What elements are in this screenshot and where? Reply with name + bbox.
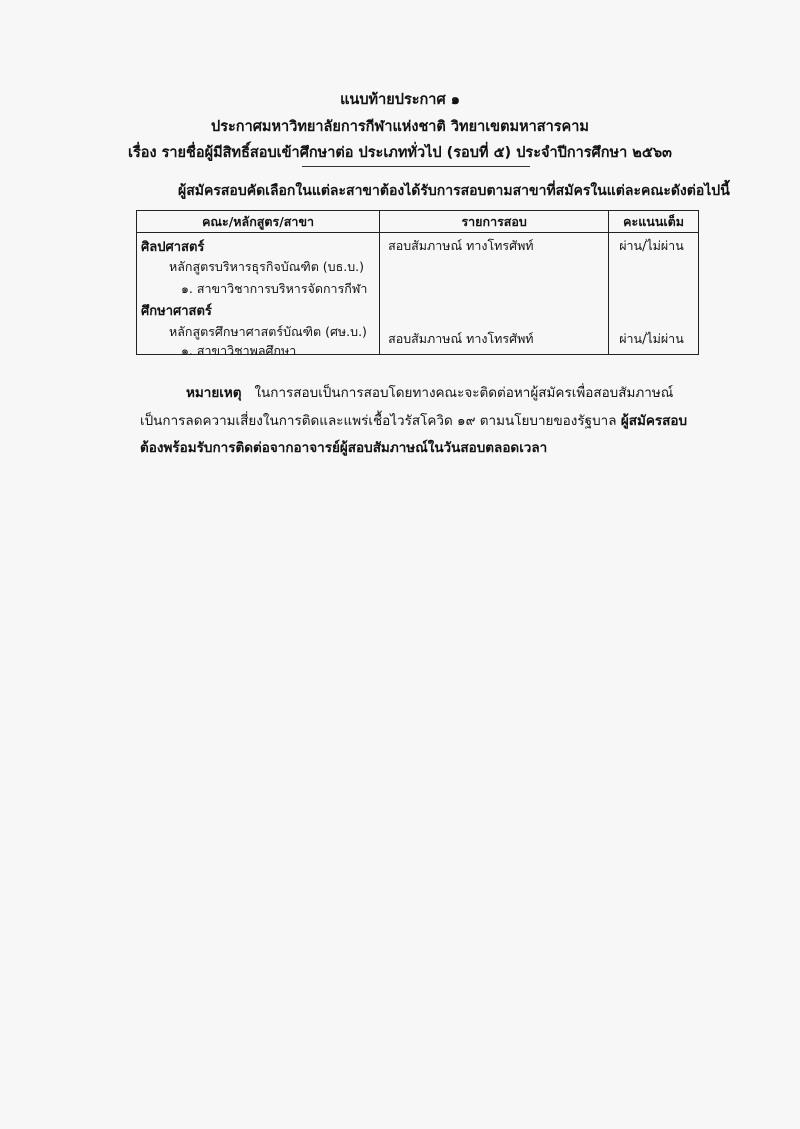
intro-text: ผู้สมัครสอบคัดเลือกในแต่ละสาขาต้องได้รับการสอบตามสาขาที่สมัครในแต่ละคณะดังต่อไปนี้: [178, 183, 730, 199]
note-emphasis-2: ต้องพร้อมรับการติดต่อจากอาจารย์ผู้สอบสัมภาษณ์ในวันสอบตลอดเวลา: [140, 440, 548, 456]
table-header-row: [137, 211, 699, 233]
score-value-1: ผ่าน/ไม่ผ่าน: [619, 238, 684, 253]
header-divider: [302, 166, 530, 167]
column-header-faculty: คณะ/หลักสูตร/สาขา: [137, 211, 380, 233]
exam-item-1: สอบสัมภาษณ์ ทางโทรศัพท์: [388, 238, 534, 253]
note-text-1: ในการสอบเป็นการสอบโดยทางคณะจะติดต่อหาผู้สมัครเพื่อสอบสัมภาษณ์: [254, 385, 674, 401]
faculty-cell: [137, 233, 380, 358]
note-line-1: [140, 381, 700, 403]
column-header-score: คะแนนเต็ม: [609, 211, 699, 233]
column-header-exam: รายการสอบ: [380, 211, 609, 233]
announcement-subject: เรื่อง รายชื่อผู้มีสิทธิ์สอบเข้าศึกษาต่อ ประเภททั่วไป (รอบที่ ๕) ประจำปีการศึกษา ๒๕๖๓: [128, 145, 672, 161]
announcement-title: ประกาศมหาวิทยาลัยการกีฬาแห่งชาติ วิทยาเขตมหาสารคาม: [211, 119, 589, 135]
program-name-2: หลักสูตรศึกษาศาสตร์บัณฑิต (ศษ.บ.): [169, 324, 367, 339]
note-emphasis-1: ผู้สมัครสอบ: [620, 413, 688, 429]
note-line-3: [140, 436, 700, 458]
exam-cell: [380, 233, 609, 355]
score-cell: [609, 233, 699, 355]
note-line-2: [140, 409, 700, 431]
program-name-1: หลักสูตรบริหารธุรกิจบัณฑิต (บธ.บ.): [169, 259, 364, 274]
faculty-name-2: ศึกษาศาสตร์: [141, 304, 212, 319]
exam-item-2: สอบสัมภาษณ์ ทางโทรศัพท์: [388, 331, 534, 346]
score-value-2: ผ่าน/ไม่ผ่าน: [619, 331, 684, 346]
table-row: [137, 233, 699, 355]
faculty-name-1: ศิลปศาสตร์: [141, 240, 205, 255]
note-label: หมายเหตุ: [186, 385, 242, 401]
note-text-2: เป็นการลดความเสี่ยงในการติดและแพร่เชื้อไวรัสโควิด ๑๙ ตามนโยบายของรัฐบาล: [140, 413, 617, 429]
major-name-2: ๑. สาขาวิชาพลศึกษา: [181, 343, 297, 358]
attachment-title: แนบท้ายประกาศ ๑: [340, 92, 460, 108]
major-name-1: ๑. สาขาวิชาการบริหารจัดการกีฬา: [181, 281, 368, 296]
exam-table: [136, 210, 699, 358]
